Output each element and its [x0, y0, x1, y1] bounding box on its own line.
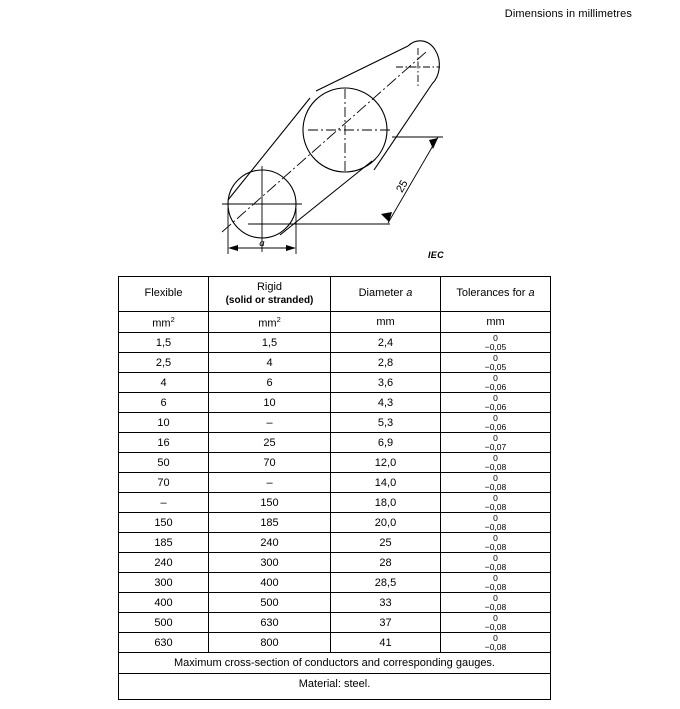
tolerance-upper: 0 [493, 532, 498, 543]
tolerance-lower: −0,08 [484, 541, 507, 552]
cell-tolerance [441, 593, 551, 613]
gauge-table [118, 276, 551, 700]
header-flexible-unit-label: mm [152, 317, 171, 330]
cell-rigid: 10 [209, 393, 331, 413]
cell-flexible: 630 [119, 633, 209, 653]
cell-tolerance [441, 513, 551, 533]
header-tolerances-label: Tolerances for [456, 287, 526, 300]
cell-diameter: 25 [331, 533, 441, 553]
cell-flexible: 1,5 [119, 333, 209, 353]
gauge-table-container [118, 276, 550, 700]
tolerance-lower: −0,08 [484, 461, 507, 472]
tolerance-lower: −0,05 [484, 341, 507, 352]
cell-rigid: 70 [209, 453, 331, 473]
header-rigid-unit-exponent: 2 [276, 314, 281, 324]
header-flexible [119, 277, 209, 312]
tolerance-upper: 0 [493, 392, 498, 403]
cylinder-outline [228, 41, 439, 238]
header-rigid-sublabel: (solid or stranded) [225, 295, 314, 306]
header-diameter [331, 277, 441, 312]
cell-tolerance [441, 413, 551, 433]
table-row [119, 393, 551, 413]
cell-diameter: 37 [331, 613, 441, 633]
cell-tolerance [441, 573, 551, 593]
header-rigid-unit [209, 312, 331, 333]
tolerance-upper: 0 [493, 492, 498, 503]
table-row [119, 413, 551, 433]
cell-diameter: 12,0 [331, 453, 441, 473]
header-diameter-unit: mm [331, 312, 441, 333]
header-tolerances-symbol: a [528, 287, 535, 300]
cell-rigid: 500 [209, 593, 331, 613]
dimensions-note: Dimensions in millimetres [504, 8, 632, 20]
cell-tolerance [441, 533, 551, 553]
tolerance-upper: 0 [493, 332, 498, 343]
cell-flexible: 300 [119, 573, 209, 593]
tolerance-upper: 0 [493, 432, 498, 443]
tolerance-lower: −0,07 [484, 441, 507, 452]
tolerance-upper: 0 [493, 552, 498, 563]
cell-tolerance [441, 553, 551, 573]
cell-diameter: 28,5 [331, 573, 441, 593]
cell-diameter: 33 [331, 593, 441, 613]
cell-flexible: 2,5 [119, 353, 209, 373]
cell-tolerance [441, 373, 551, 393]
header-rigid-unit-label: mm [258, 317, 277, 330]
cell-rigid: – [209, 473, 331, 493]
table-row [119, 593, 551, 613]
header-flexible-unit-exponent: 2 [170, 314, 175, 324]
tolerance-upper: 0 [493, 592, 498, 603]
tolerance-lower: −0,08 [484, 621, 507, 632]
header-diameter-label: Diameter [358, 287, 404, 300]
table-body [119, 333, 551, 653]
cell-rigid: 1,5 [209, 333, 331, 353]
cell-diameter: 2,8 [331, 353, 441, 373]
cell-tolerance [441, 633, 551, 653]
tolerance-lower: −0,08 [484, 501, 507, 512]
cell-diameter: 41 [331, 633, 441, 653]
cell-diameter: 20,0 [331, 513, 441, 533]
length-dimension-label: 25 [394, 178, 411, 195]
cell-tolerance [441, 613, 551, 633]
cell-rigid: 185 [209, 513, 331, 533]
cell-diameter: 3,6 [331, 373, 441, 393]
cell-diameter: 2,4 [331, 333, 441, 353]
cell-diameter: 14,0 [331, 473, 441, 493]
cell-tolerance [441, 433, 551, 453]
length-dimension-arrows [381, 138, 438, 222]
tolerance-lower: −0,08 [484, 561, 507, 572]
table-row [119, 373, 551, 393]
cell-flexible: 500 [119, 613, 209, 633]
tolerance-lower: −0,06 [484, 421, 507, 432]
table-row [119, 433, 551, 453]
header-flexible-label: Flexible [144, 287, 183, 300]
table-row [119, 533, 551, 553]
tolerance-upper: 0 [493, 452, 498, 463]
footnote-2: Material: steel. [119, 674, 551, 700]
cell-flexible: 50 [119, 453, 209, 473]
cell-rigid: 400 [209, 573, 331, 593]
cell-flexible: 400 [119, 593, 209, 613]
cell-tolerance [441, 493, 551, 513]
tolerance-upper: 0 [493, 572, 498, 583]
table-row [119, 453, 551, 473]
tolerance-upper: 0 [493, 412, 498, 423]
cell-flexible: 4 [119, 373, 209, 393]
header-title-row [119, 277, 551, 312]
header-rigid-label: Rigid [256, 280, 283, 293]
cell-flexible: 16 [119, 433, 209, 453]
cell-tolerance [441, 473, 551, 493]
table-header [119, 277, 551, 333]
cross-centerlines-big [308, 89, 392, 173]
cell-flexible: 150 [119, 513, 209, 533]
cell-flexible: 185 [119, 533, 209, 553]
tolerance-lower: −0,08 [484, 521, 507, 532]
cell-tolerance [441, 353, 551, 373]
gauge-pin-svg [0, 18, 680, 268]
header-flexible-unit [119, 312, 209, 333]
cell-flexible: 6 [119, 393, 209, 413]
header-rigid [209, 277, 331, 312]
cell-diameter: 4,3 [331, 393, 441, 413]
cell-diameter: 5,3 [331, 413, 441, 433]
cell-tolerance [441, 333, 551, 353]
table-row [119, 493, 551, 513]
tolerance-upper: 0 [493, 632, 498, 643]
tolerance-lower: −0,06 [484, 401, 507, 412]
cell-diameter: 6,9 [331, 433, 441, 453]
tolerance-lower: −0,08 [484, 601, 507, 612]
cell-diameter: 18,0 [331, 493, 441, 513]
tolerance-upper: 0 [493, 352, 498, 363]
centerlines [222, 52, 426, 232]
tolerance-upper: 0 [493, 472, 498, 483]
table-row [119, 473, 551, 493]
diameter-dimension-label: a [259, 237, 265, 249]
table-footer [119, 653, 551, 700]
table-row [119, 573, 551, 593]
footnote-row-1 [119, 653, 551, 674]
cell-rigid: 150 [209, 493, 331, 513]
table-row [119, 513, 551, 533]
tolerance-lower: −0,08 [484, 641, 507, 652]
footnote-1: Maximum cross-section of conductors and corresponding gauges. [119, 653, 551, 674]
cell-rigid: 800 [209, 633, 331, 653]
cell-rigid: 240 [209, 533, 331, 553]
cell-rigid: 630 [209, 613, 331, 633]
cell-tolerance [441, 393, 551, 413]
cell-rigid: 4 [209, 353, 331, 373]
tolerance-lower: −0,08 [484, 581, 507, 592]
tolerance-upper: 0 [493, 512, 498, 523]
table-row [119, 353, 551, 373]
header-tolerances [441, 277, 551, 312]
table-row [119, 633, 551, 653]
tolerance-lower: −0,05 [484, 361, 507, 372]
cell-rigid: 300 [209, 553, 331, 573]
cell-flexible: – [119, 493, 209, 513]
length-dimension [248, 137, 443, 224]
cell-flexible: 10 [119, 413, 209, 433]
cell-rigid: 6 [209, 373, 331, 393]
cell-diameter: 28 [331, 553, 441, 573]
header-unit-row [119, 312, 551, 333]
cell-flexible: 70 [119, 473, 209, 493]
cell-tolerance [441, 453, 551, 473]
cell-rigid: – [209, 413, 331, 433]
tolerance-upper: 0 [493, 612, 498, 623]
header-tolerances-unit: mm [441, 312, 551, 333]
cell-rigid: 25 [209, 433, 331, 453]
tolerance-lower: −0,06 [484, 381, 507, 392]
table-row [119, 553, 551, 573]
tolerance-upper: 0 [493, 372, 498, 383]
table-row [119, 613, 551, 633]
footnote-row-2 [119, 674, 551, 700]
iec-mark: IEC [428, 250, 444, 260]
tolerance-lower: −0,08 [484, 481, 507, 492]
table-row [119, 333, 551, 353]
cell-flexible: 240 [119, 553, 209, 573]
technical-drawing [0, 18, 680, 268]
header-diameter-symbol: a [406, 287, 413, 300]
